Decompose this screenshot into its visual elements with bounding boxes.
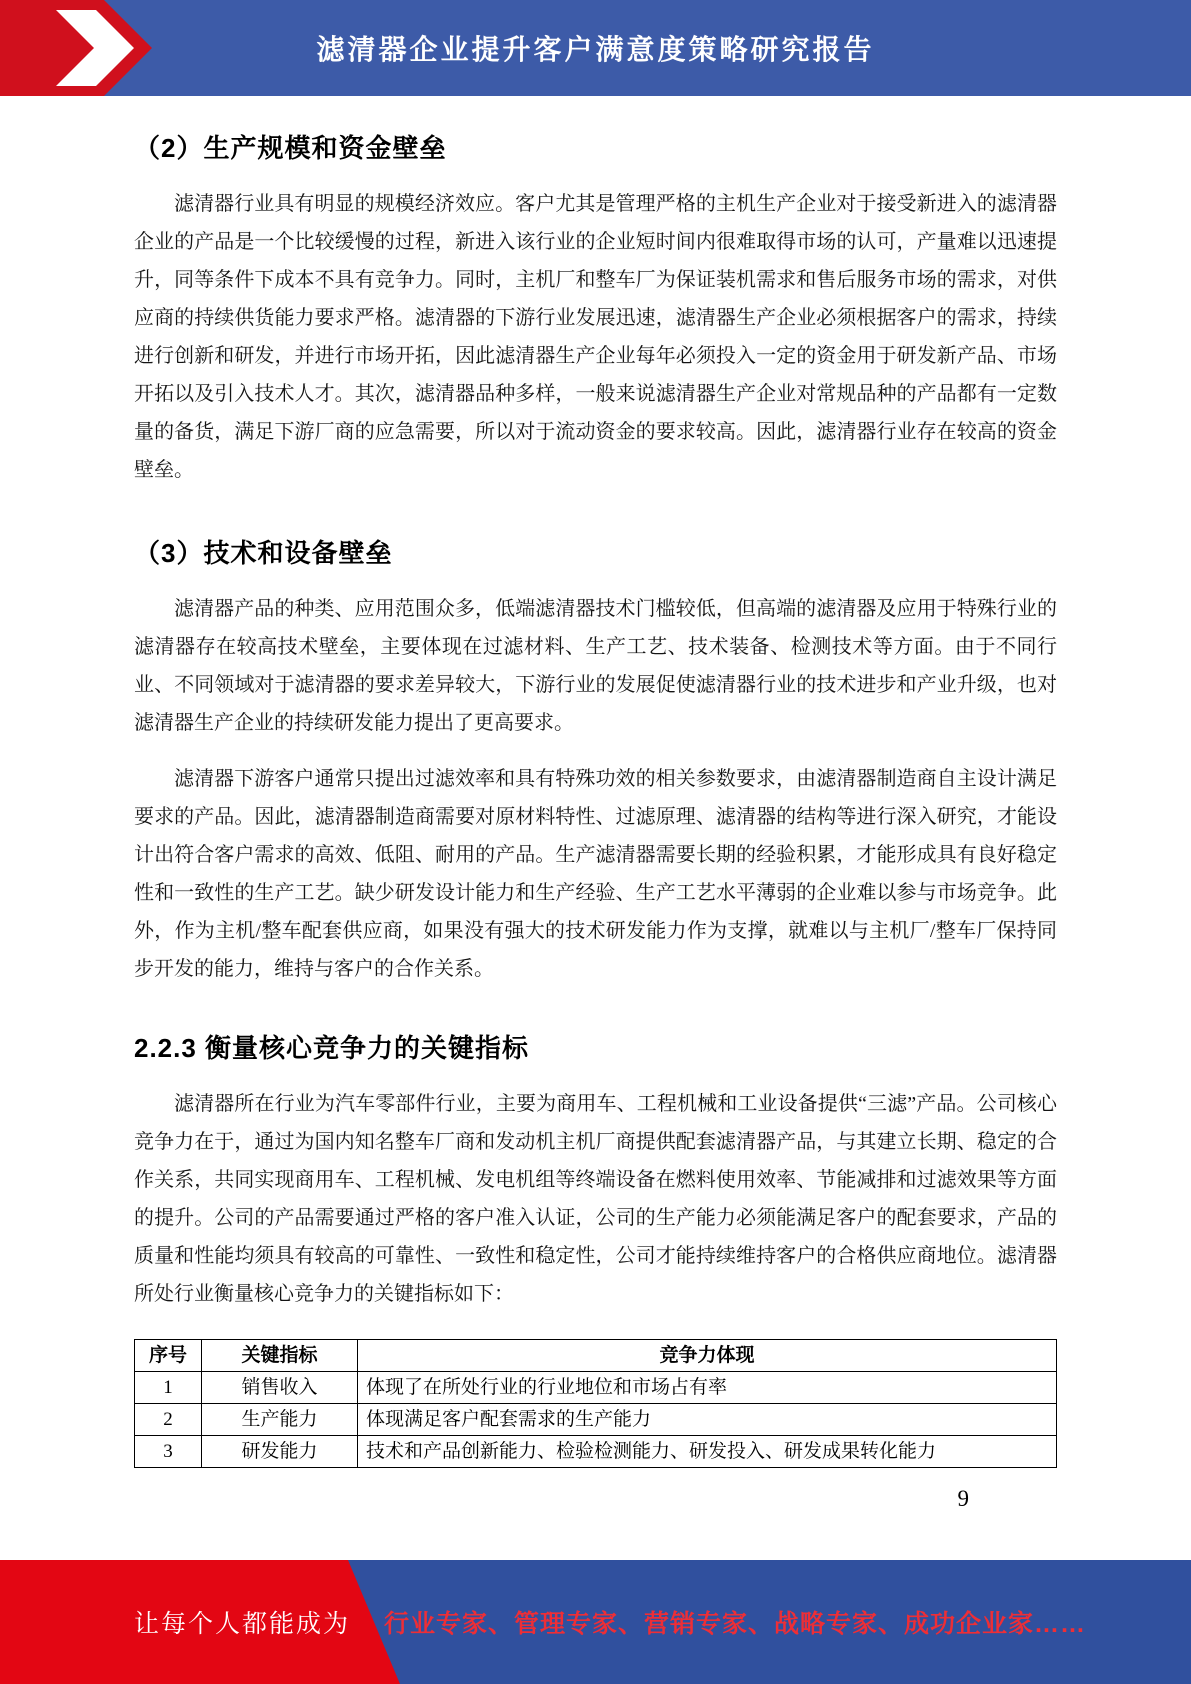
table-row	[135, 1436, 1057, 1468]
header-banner	[0, 0, 1191, 96]
page-number: 9	[957, 1486, 969, 1511]
table-row	[135, 1372, 1057, 1404]
page-content	[134, 96, 1057, 1512]
table-header-row	[135, 1340, 1057, 1372]
table-cell: 技术和产品创新能力、检验检测能力、研发投入、研发成果转化能力	[358, 1436, 1057, 1468]
paragraph: 滤清器产品的种类、应用范围众多，低端滤清器技术门槛较低，但高端的滤清器及应用于特殊行业的滤清器存在较高技术壁垒，主要体现在过滤材料、生产工艺、技术装备、检测技术等方面。由于不同行业、不同领域对于滤清器的要求差异较大，下游行业的发展促使滤清器行业的技术进步和产业升级，也对滤清器生产企业的持续研发能力提出了更高要求。	[134, 598, 1057, 734]
table-row	[135, 1404, 1057, 1436]
table-cell: 研发能力	[202, 1436, 358, 1468]
table-cell: 体现了在所处行业的行业地位和市场占有率	[358, 1372, 1057, 1404]
table-cell: 生产能力	[202, 1404, 358, 1436]
table-cell: 1	[135, 1372, 202, 1404]
footer-banner	[0, 1560, 1191, 1684]
report-title: 滤清器企业提升客户满意度策略研究报告	[316, 34, 875, 65]
section-heading-key-indicators: 2.2.3 衡量核心竞争力的关键指标	[134, 1033, 530, 1063]
footer-slogan-right: 行业专家、管理专家、营销专家、战略专家、成功企业家……	[384, 1610, 1087, 1638]
paragraph: 滤清器所在行业为汽车零部件行业，主要为商用车、工程机械和工业设备提供“三滤”产品。公司核心竞争力在于，通过为国内知名整车厂商和发动机主机厂商提供配套滤清器产品，与其建立长期、稳定的合作关系，共同实现商用车、工程机械、发电机组等终端设备在燃料使用效率、节能减排和过滤效果等方面的提升。公司的产品需要通过严格的客户准入认证，公司的生产能力必须能满足客户的配套要求，产品的质量和性能均须具有较高的可靠性、一致性和稳定性，公司才能持续维持客户的合格供应商地位。滤清器所处行业衡量核心竞争力的关键指标如下：	[134, 1093, 1057, 1305]
section-heading-production-capital: （2）生产规模和资金壁垒	[134, 133, 447, 163]
table-cell: 体现满足客户配套需求的生产能力	[358, 1404, 1057, 1436]
paragraph: 滤清器行业具有明显的规模经济效应。客户尤其是管理严格的主机生产企业对于接受新进入的滤清器企业的产品是一个比较缓慢的过程，新进入该行业的企业短时间内很难取得市场的认可，产量难以迅速提升，同等条件下成本不具有竞争力。同时，主机厂和整车厂为保证装机需求和售后服务市场的需求，对供应商的持续供货能力要求严格。滤清器的下游行业发展迅速，滤清器生产企业必须根据客户的需求，持续进行创新和研发，并进行市场开拓，因此滤清器生产企业每年必须投入一定的资金用于研发新产品、市场开拓以及引入技术人才。其次，滤清器品种多样，一般来说滤清器生产企业对常规品种的产品都有一定数量的备货，满足下游厂商的应急需要，所以对于流动资金的要求较高。因此，滤清器行业存在较高的资金壁垒。	[134, 193, 1057, 481]
paragraph: 滤清器下游客户通常只提出过滤效率和具有特殊功效的相关参数要求，由滤清器制造商自主设计满足要求的产品。因此，滤清器制造商需要对原材料特性、过滤原理、滤清器的结构等进行深入研究，才能设计出符合客户需求的高效、低阻、耐用的产品。生产滤清器需要长期的经验积累，才能形成具有良好稳定性和一致性的生产工艺。缺少研发设计能力和生产经验、生产工艺水平薄弱的企业难以参与市场竞争。此外，作为主机/整车配套供应商，如果没有强大的技术研发能力作为支撑，就难以与主机厂/整车厂保持同步开发的能力，维持与客户的合作关系。	[134, 768, 1057, 980]
footer-slogan-left: 让每个人都能成为	[134, 1611, 351, 1638]
table-header-cell: 竞争力体现	[358, 1340, 1057, 1372]
table-cell: 2	[135, 1404, 202, 1436]
table-cell: 销售收入	[202, 1372, 358, 1404]
table-header-cell: 序号	[135, 1340, 202, 1372]
table-cell: 3	[135, 1436, 202, 1468]
key-indicators-table	[134, 1339, 1057, 1468]
section-heading-technology-equipment: （3）技术和设备壁垒	[134, 538, 393, 568]
table-header-cell: 关键指标	[202, 1340, 358, 1372]
